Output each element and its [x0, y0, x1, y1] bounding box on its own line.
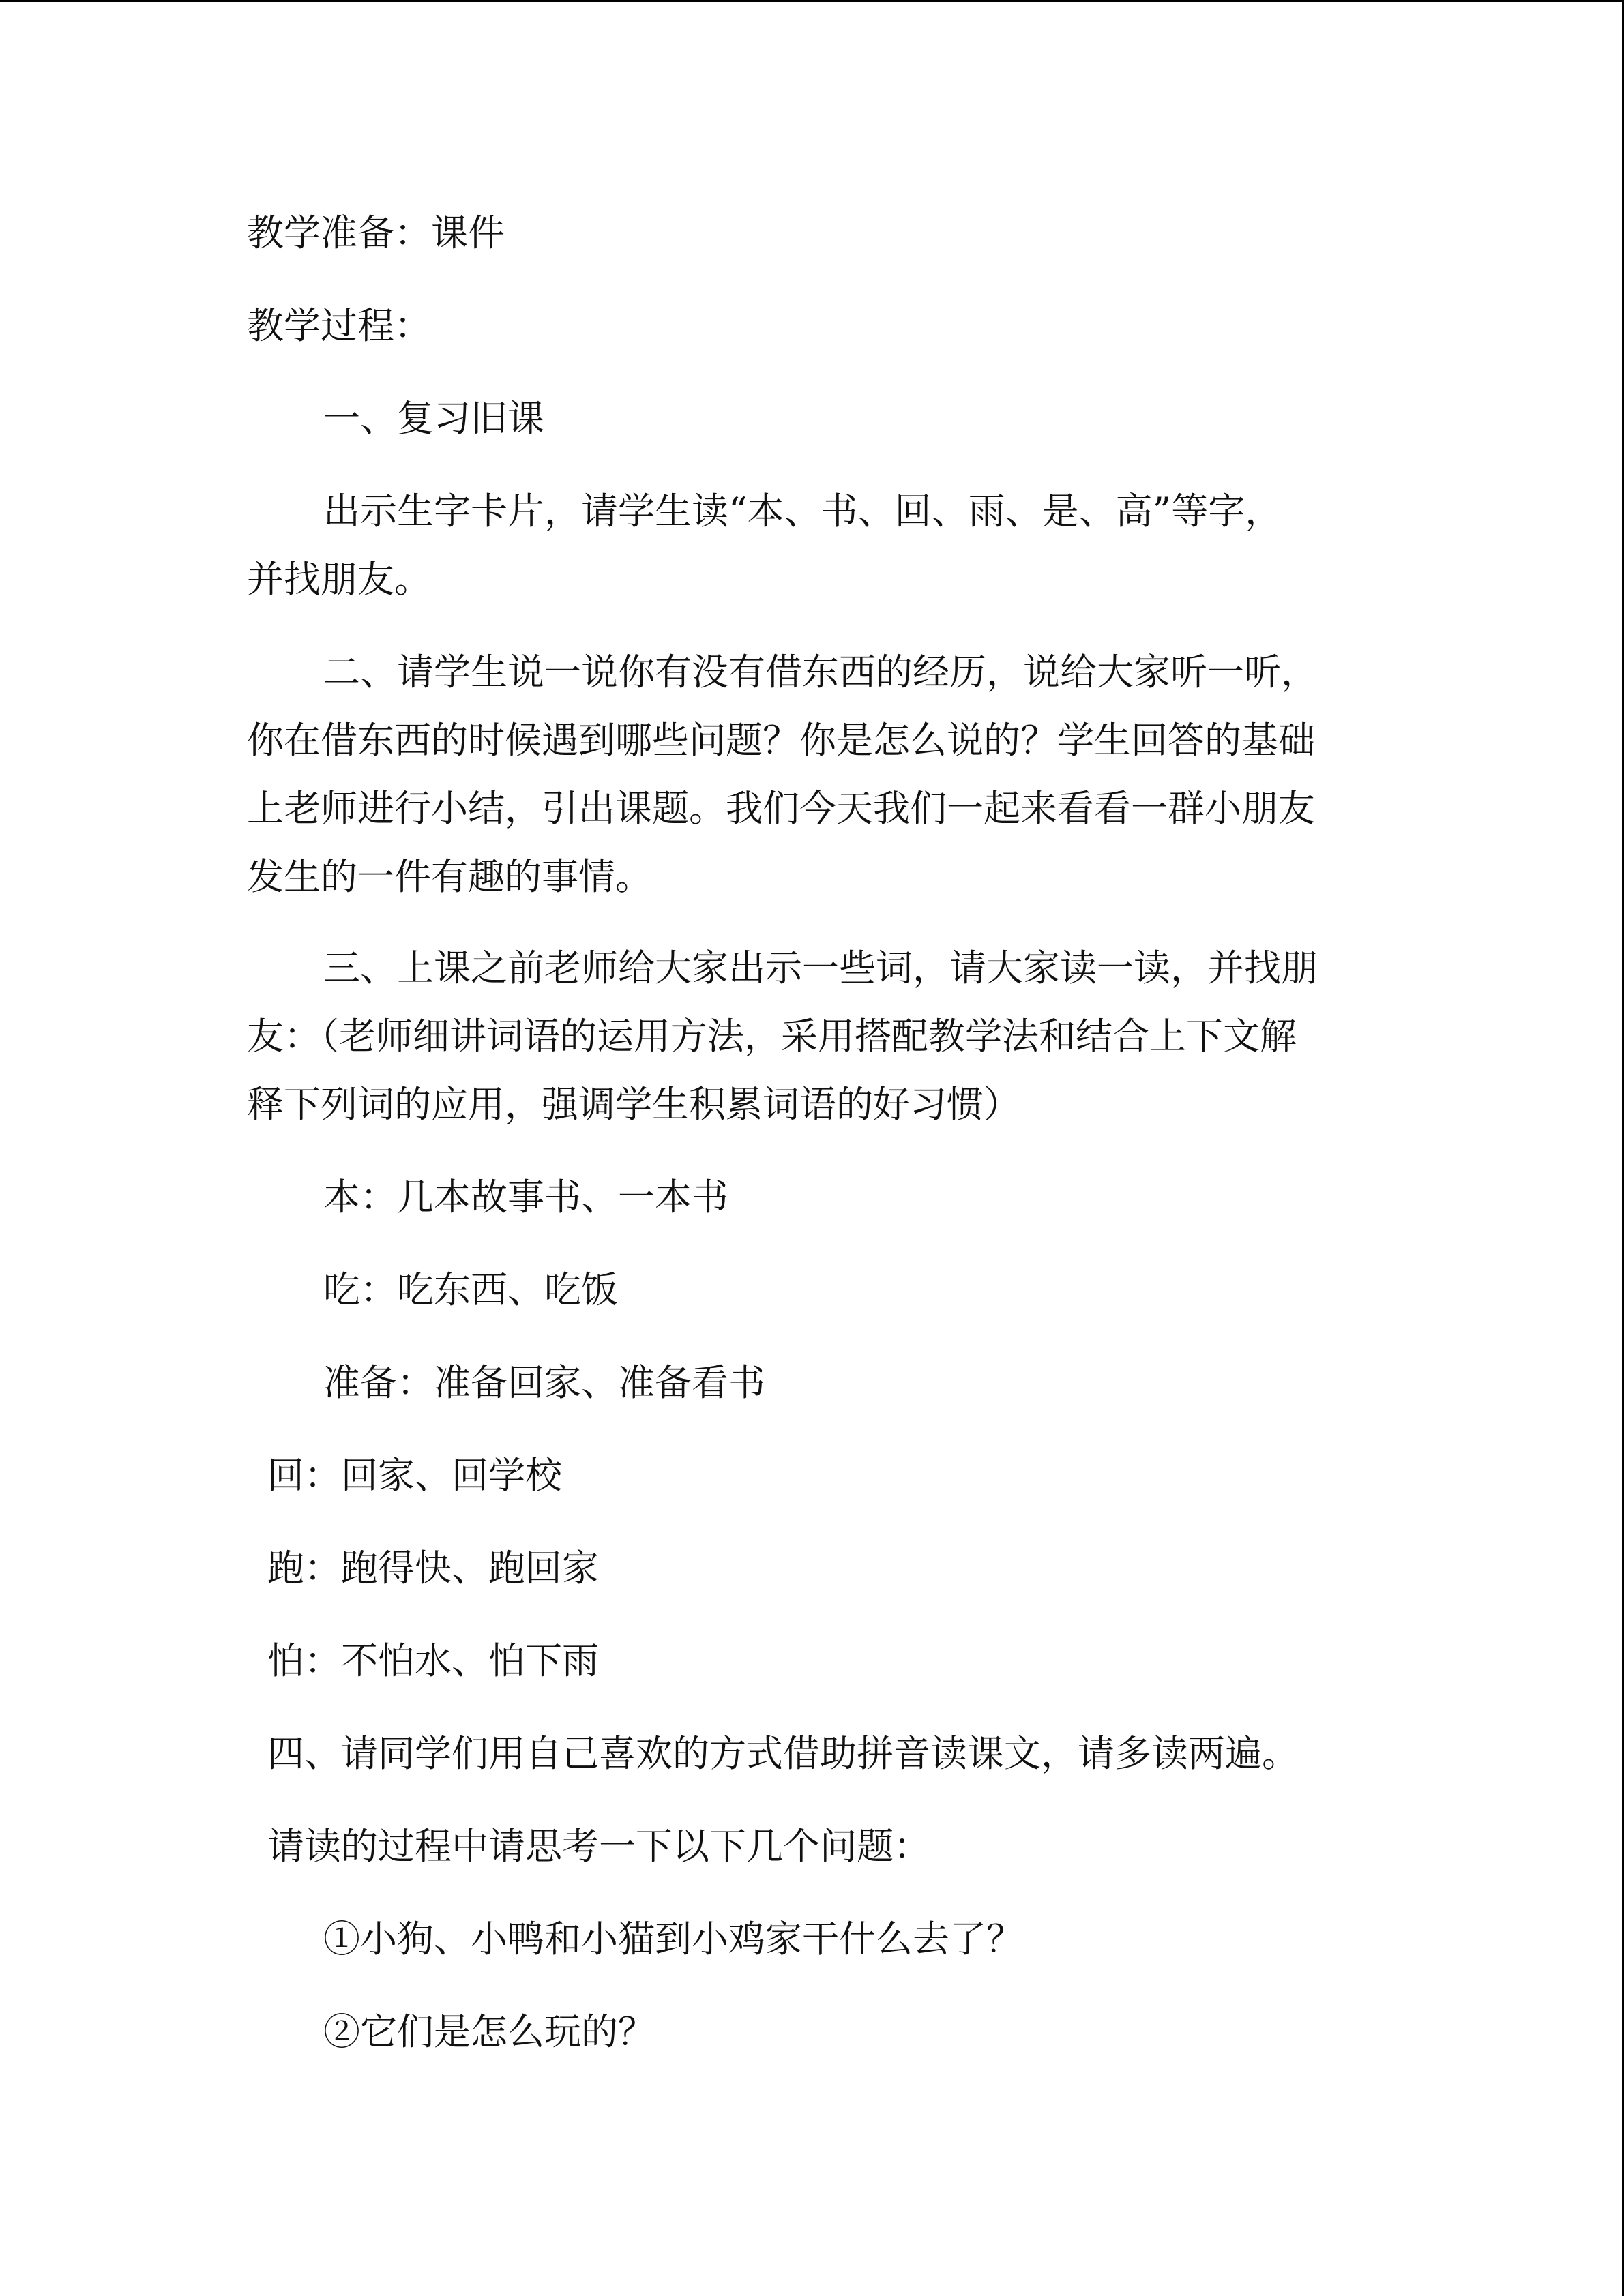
word-item: 怕：不怕水、怕下雨	[267, 1639, 599, 1682]
section-2-line-3: 上老师进行小结，引出课题。我们今天我们一起来看看一群小朋友	[247, 787, 1315, 830]
word-item: 本：几本故事书、一本书	[323, 1176, 728, 1219]
section-3-line-3: 释下列词的应用，强调学生积累词语的好习惯）	[247, 1083, 1020, 1126]
word-item: 回：回家、回学校	[267, 1454, 562, 1497]
section-3-line-2: 友：（老师细讲词语的运用方法，采用搭配教学法和结合上下文解	[247, 1015, 1297, 1058]
word-item: 准备：准备回家、准备看书	[323, 1361, 765, 1404]
word-item: 跑：跑得快、跑回家	[267, 1547, 599, 1590]
section-1-title: 一、复习旧课	[323, 397, 544, 440]
section-2-line-1: 二、请学生说一说你有没有借东西的经历，说给大家听一听，	[323, 651, 1318, 694]
section-2-line-2: 你在借东西的时候遇到哪些问题？你是怎么说的？学生回答的基础	[247, 719, 1315, 762]
teaching-process-heading: 教学过程：	[247, 304, 431, 347]
section-2-line-4: 发生的一件有趣的事情。	[247, 855, 652, 898]
section-4-line-2: 请读的过程中请思考一下以下几个问题：	[267, 1825, 930, 1868]
section-1-body-line-2: 并找朋友。	[247, 558, 431, 601]
teaching-prep-line: 教学准备：课件	[247, 211, 505, 254]
question-item: ②它们是怎么玩的？	[323, 2010, 655, 2053]
section-3-line-1: 三、上课之前老师给大家出示一些词，请大家读一读，并找朋	[323, 946, 1318, 989]
section-4-line-1: 四、请同学们用自己喜欢的方式借助拼音读课文，请多读两遍。	[267, 1732, 1299, 1775]
question-item: ①小狗、小鸭和小猫到小鸡家干什么去了？	[323, 1918, 1023, 1960]
word-item: 吃：吃东西、吃饭	[323, 1268, 618, 1311]
section-1-body-line-1: 出示生字卡片，请学生读“本、书、回、雨、是、高”等字，	[323, 490, 1282, 533]
